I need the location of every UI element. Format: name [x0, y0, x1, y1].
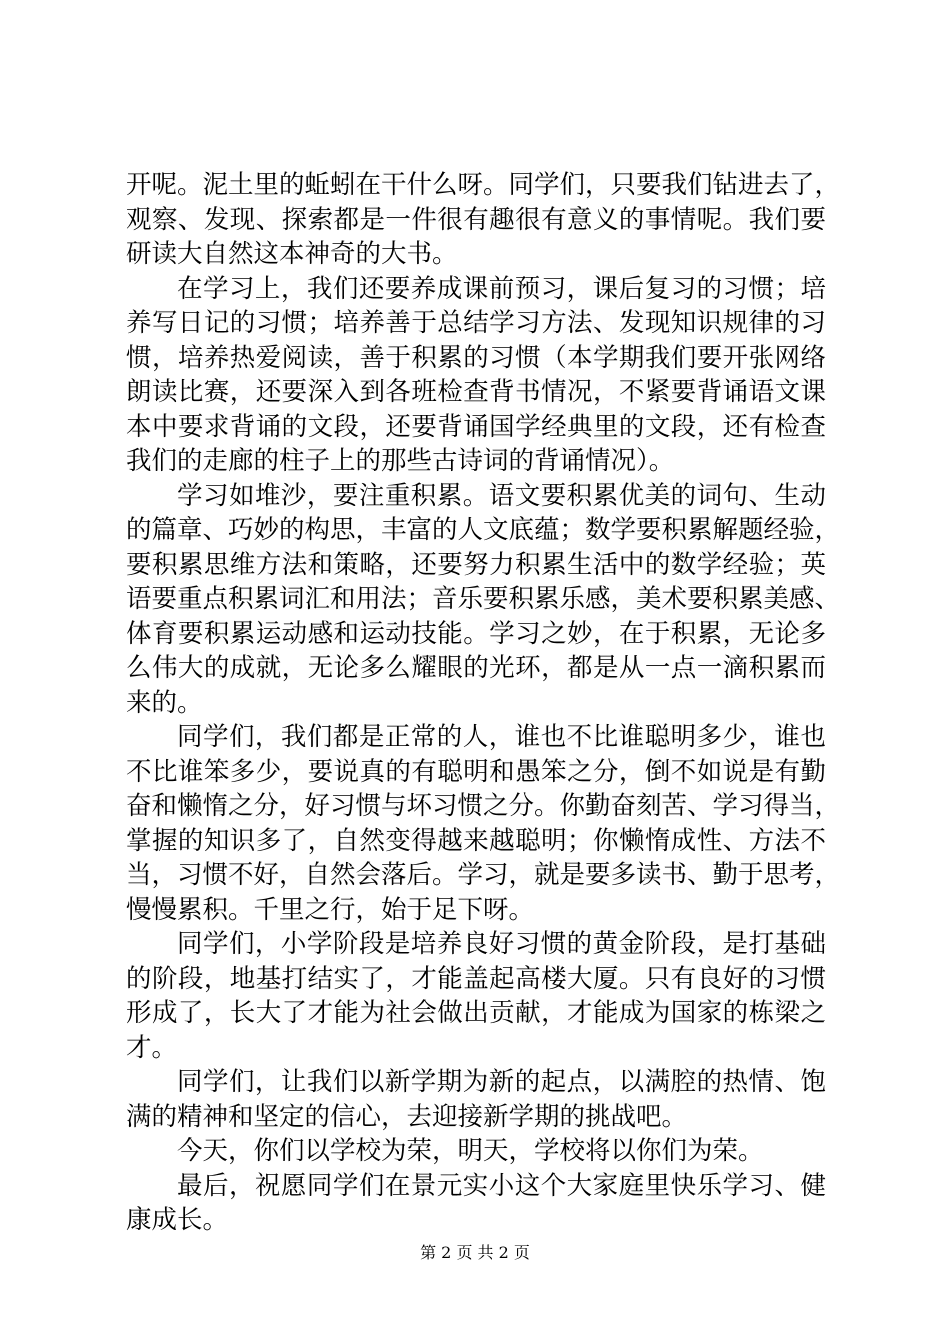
text-line: 康成长。 [126, 1205, 229, 1235]
text-line: 今天，你们以学校为荣，明天，学校将以你们为荣。 [177, 1136, 764, 1166]
text-line: 同学们，小学阶段是培养良好习惯的黄金阶段，是打基础 [177, 929, 826, 959]
text-line: 朗读比赛，还要深入到各班检查背书情况，不紧要背诵语文课 [126, 377, 826, 407]
text-line: 不比谁笨多少，要说真的有聪明和愚笨之分，倒不如说是有勤 [126, 756, 826, 787]
text-line: 形成了，长大了才能为社会做出贡献，才能成为国家的栋梁之 [126, 998, 826, 1028]
text-line: 同学们，我们都是正常的人，谁也不比谁聪明多少，谁也 [177, 722, 826, 752]
text-line: 来的。 [126, 687, 203, 718]
text-line: 么伟大的成就，无论多么耀眼的光环，都是从一点一滴积累而 [126, 653, 826, 683]
text-line: 的阶段，地基打结实了，才能盖起高楼大厦。只有良好的习惯 [126, 963, 826, 994]
text-line: 奋和懒惰之分，好习惯与坏习惯之分。你勤奋刻苦、学习得当， [126, 791, 841, 821]
text-line: 开呢。泥土里的蚯蚓在干什么呀。同学们，只要我们钻进去了， [126, 170, 841, 200]
text-line: 在学习上，我们还要养成课前预习，课后复习的习惯；培 [177, 273, 826, 304]
text-line: 观察、发现、探索都是一件很有趣很有意义的事情呢。我们要 [126, 204, 826, 235]
page-footer: 第 2 页 共 2 页 [420, 1243, 530, 1262]
text-line: 我们的走廊的柱子上的那些古诗词的背诵情况）。 [126, 446, 675, 476]
text-line: 掌握的知识多了，自然变得越来越聪明；你懒惰成性、方法不 [126, 825, 826, 856]
text-line: 的篇章、巧妙的构思，丰富的人文底蕴；数学要积累解题经验， [126, 515, 841, 545]
text-line: 惯，培养热爱阅读，善于积累的习惯（本学期我们要开张网络 [126, 342, 826, 373]
text-line: 慢慢累积。千里之行，始于足下呀。 [126, 894, 535, 925]
text-line: 当，习惯不好，自然会落后。学习，就是要多读书、勤于思考， [126, 860, 841, 890]
text-line: 体育要积累运动感和运动技能。学习之妙，在于积累，无论多 [126, 618, 826, 649]
text-line: 才。 [126, 1032, 178, 1063]
text-line: 养写日记的习惯；培养善于总结学习方法、发现知识规律的习 [126, 308, 826, 338]
text-line: 语要重点积累词汇和用法；音乐要积累乐感，美术要积累美感、 [126, 584, 841, 614]
text-line: 最后，祝愿同学们在景元实小这个大家庭里快乐学习、健 [177, 1170, 826, 1201]
text-line: 研读大自然这本神奇的大书。 [126, 239, 458, 269]
document-body [126, 168, 841, 1238]
text-line: 满的精神和坚定的信心，去迎接新学期的挑战吧。 [126, 1101, 688, 1132]
text-line: 要积累思维方法和策略，还要努力积累生活中的数学经验；英 [126, 549, 826, 580]
text-line: 本中要求背诵的文段，还要背诵国学经典里的文段，还有检查 [126, 411, 826, 442]
text-line: 学习如堆沙，要注重积累。语文要积累优美的词句、生动 [177, 480, 826, 511]
text-line: 同学们，让我们以新学期为新的起点，以满腔的热情、饱 [177, 1067, 826, 1097]
